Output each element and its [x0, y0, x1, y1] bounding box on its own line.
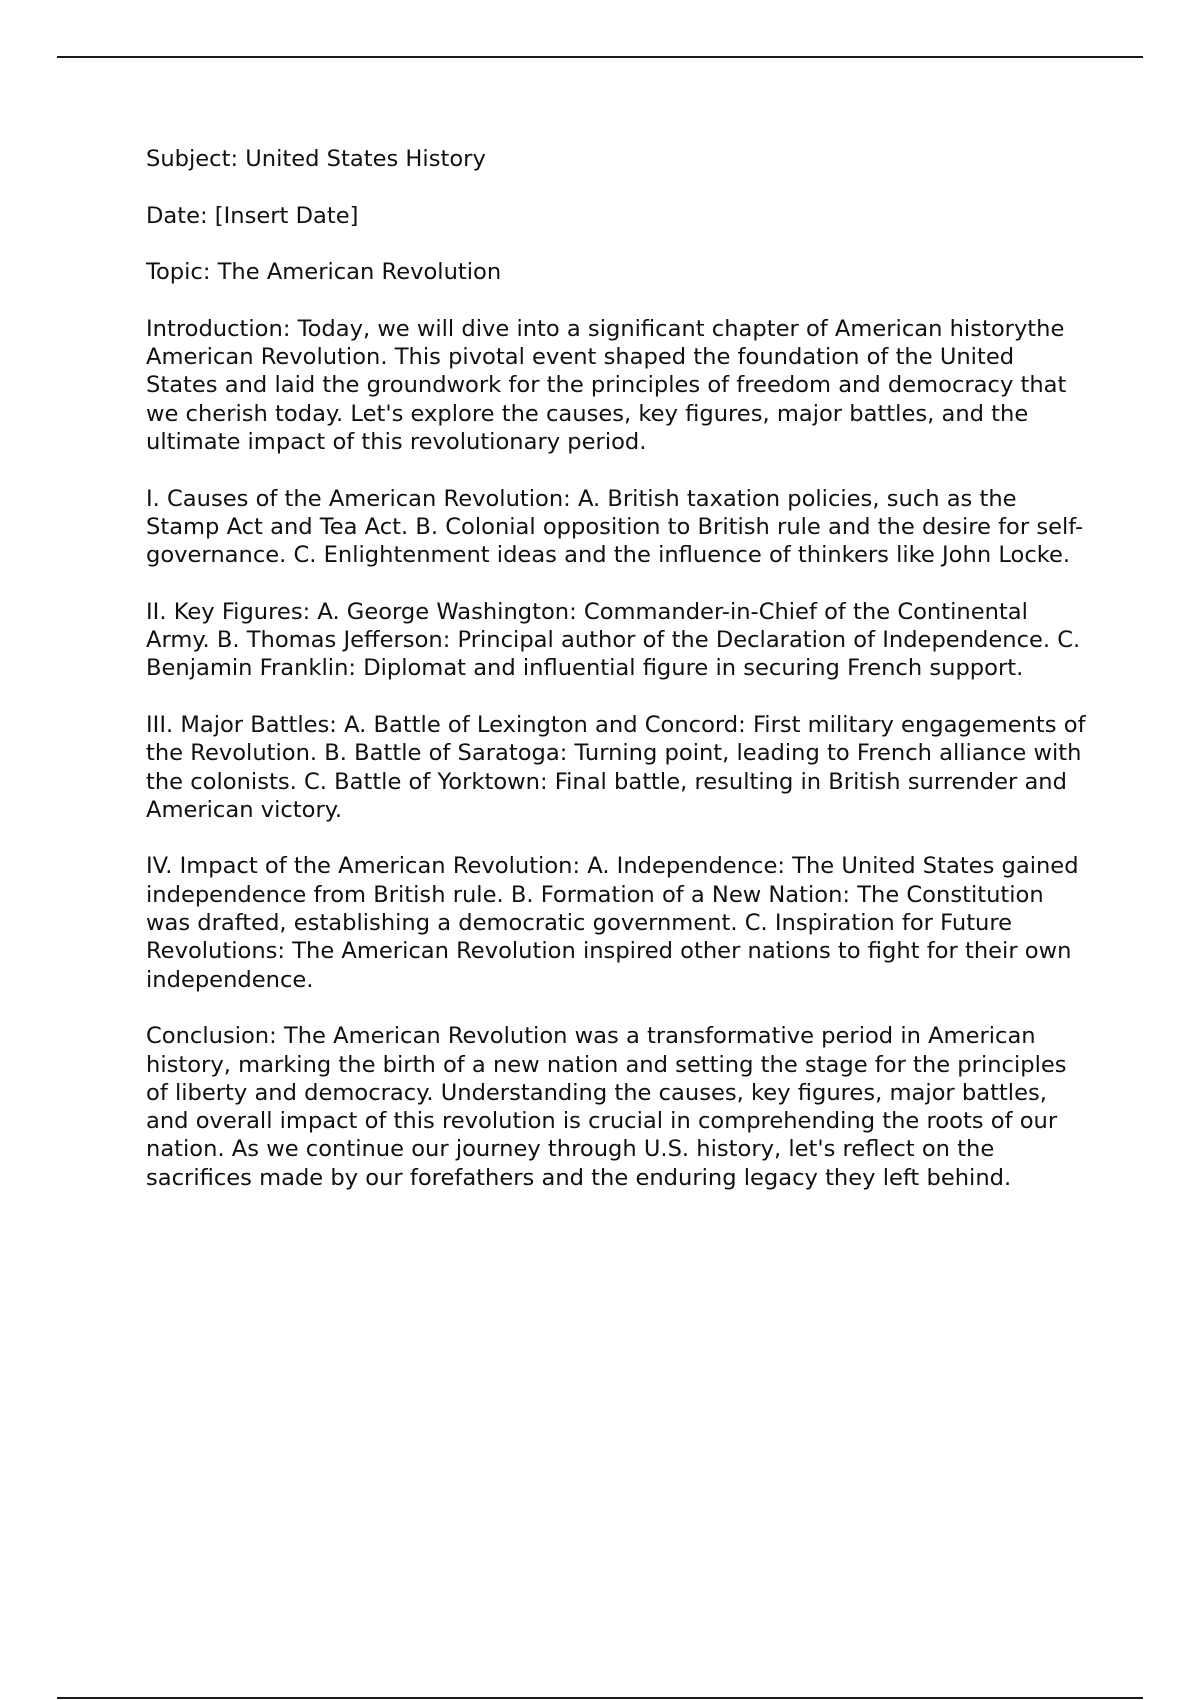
bottom-divider — [57, 1697, 1143, 1699]
impact-section: IV. Impact of the American Revolution: A. Independence: The United States gained independence from British rule. B. Formation of a New Nation: The Constitution was drafted, establishing a democratic government. C. Inspiration for Future Revolutions: The American Revolution inspired other nations to fight for their own independence. — [146, 853, 1079, 993]
date-line: Date: [Insert Date] — [146, 202, 359, 229]
subject-line: Subject: United States History — [146, 146, 486, 172]
key-figures-section: II. Key Figures: A. George Washington: Commander-in-Chief of the Continental Army. B. Thomas Jefferson: Principal author of the Declaration of Independence. C. Benjamin Franklin: Diplomat and influential figure in securing French support. — [146, 598, 1081, 682]
topic-line: Topic: The American Revolution — [146, 259, 502, 286]
document-body — [146, 145, 1086, 1220]
introduction-paragraph: Introduction: Today, we will dive into a significant chapter of American historythe American Revolution. This pivotal event shaped the foundation of the United States and laid the groundwork for the principles of freedom and democracy that we cherish today. Let's explore the causes, key figures, major battles, and the ultimate impact of this revolutionary period. — [146, 315, 1067, 455]
conclusion-paragraph: Conclusion: The American Revolution was a transformative period in American history, marking the birth of a new nation and setting the stage for the principles of liberty and democracy. Understanding the causes, key figures, major battles, and overall impact of this revolution is crucial in comprehending the roots of our nation. As we continue our journey through U.S. history, let's reflect on the sacrifices made by our forefathers and the enduring legacy they left behind. — [146, 1023, 1067, 1191]
causes-section: I. Causes of the American Revolution: A. British taxation policies, such as the Stamp Act and Tea Act. B. Colonial opposition to British rule and the desire for self-governance. C. Enlightenment ideas and the influence of thinkers like John Locke. — [146, 485, 1084, 569]
major-battles-section: III. Major Battles: A. Battle of Lexington and Concord: First military engagements of the Revolution. B. Battle of Saratoga: Turning point, leading to French alliance with the colonists. C. Battle of Yorktown: Final battle, resulting in British surrender and American victory. — [146, 711, 1086, 823]
top-divider — [57, 56, 1143, 58]
